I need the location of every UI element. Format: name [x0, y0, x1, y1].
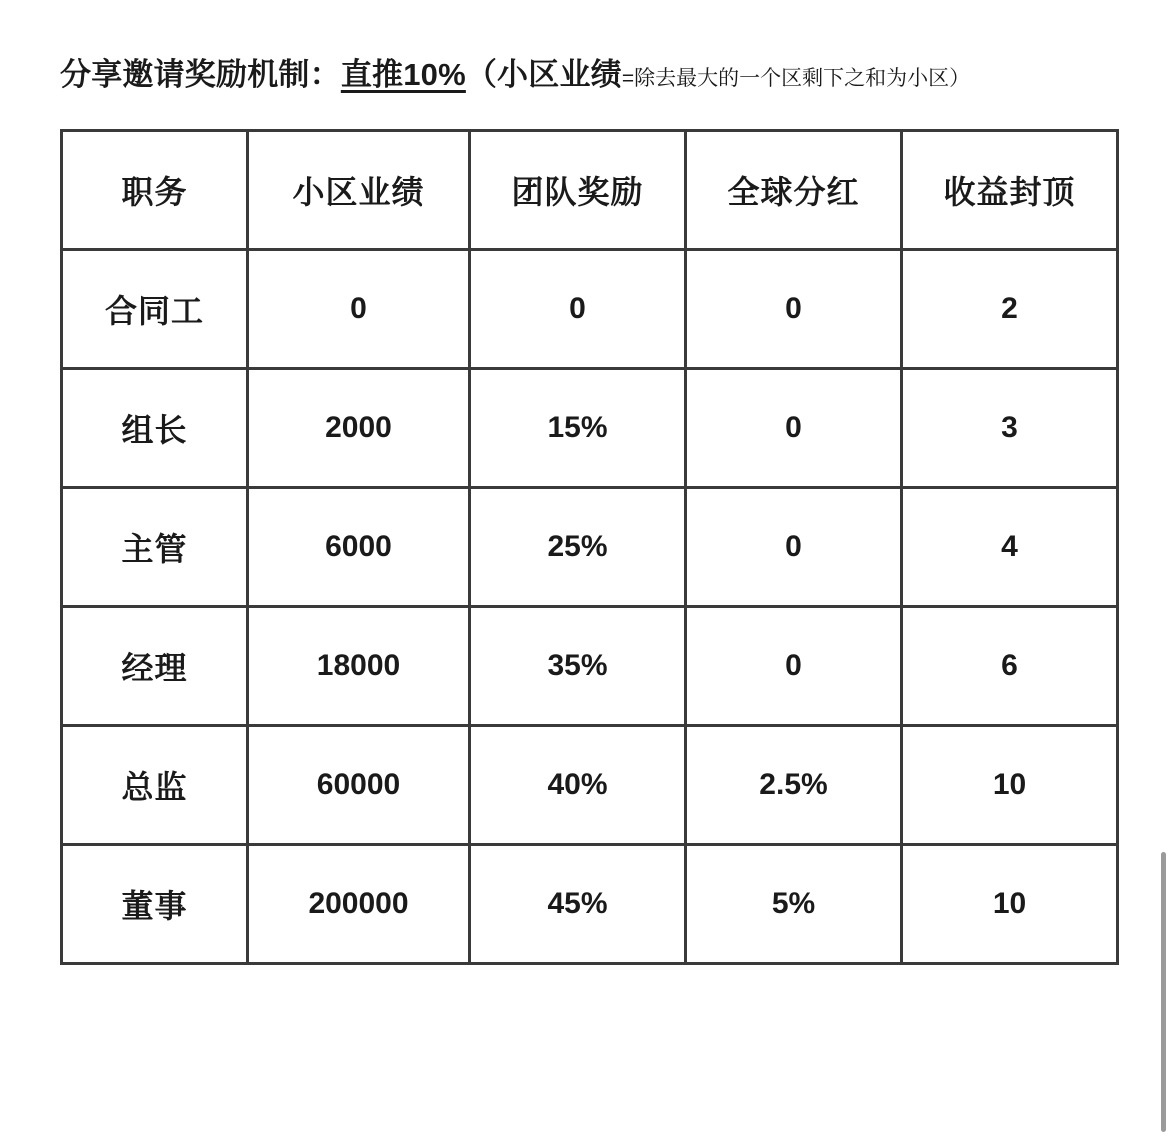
table-body	[62, 250, 1118, 964]
cell-area-performance: 60000	[248, 726, 470, 845]
cell-income-cap: 2	[902, 250, 1118, 369]
cell-role: 组长	[62, 369, 248, 488]
table-row	[62, 369, 1118, 488]
cell-global-dividend: 0	[686, 607, 902, 726]
cell-team-reward: 45%	[470, 845, 686, 964]
cell-income-cap: 6	[902, 607, 1118, 726]
cell-global-dividend: 0	[686, 488, 902, 607]
cell-global-dividend: 0	[686, 369, 902, 488]
column-header-role: 职务	[62, 131, 248, 250]
cell-income-cap: 3	[902, 369, 1118, 488]
table-row	[62, 726, 1118, 845]
table-row	[62, 488, 1118, 607]
cell-area-performance: 200000	[248, 845, 470, 964]
cell-team-reward: 0	[470, 250, 686, 369]
cell-role: 董事	[62, 845, 248, 964]
scrollbar-thumb[interactable]	[1161, 852, 1166, 1132]
cell-income-cap: 10	[902, 726, 1118, 845]
intro-paren-text: （小区业绩	[465, 57, 622, 92]
table-header	[62, 131, 1118, 250]
cell-global-dividend: 0	[686, 250, 902, 369]
cell-income-cap: 4	[902, 488, 1118, 607]
intro-highlight-text: 直推10%	[340, 57, 466, 92]
intro-lead-text: 分享邀请奖励机制：	[60, 57, 341, 92]
cell-area-performance: 6000	[248, 488, 470, 607]
reward-table	[60, 129, 1119, 965]
cell-area-performance: 18000	[248, 607, 470, 726]
cell-team-reward: 25%	[470, 488, 686, 607]
cell-role: 经理	[62, 607, 248, 726]
table-row	[62, 607, 1118, 726]
intro-paragraph	[60, 46, 1110, 103]
cell-role: 合同工	[62, 250, 248, 369]
reward-table-wrapper	[60, 129, 1110, 965]
table-row	[62, 250, 1118, 369]
cell-global-dividend: 2.5%	[686, 726, 902, 845]
cell-area-performance: 0	[248, 250, 470, 369]
column-header-area-performance: 小区业绩	[248, 131, 470, 250]
cell-role: 主管	[62, 488, 248, 607]
cell-team-reward: 40%	[470, 726, 686, 845]
intro-note-text: =除去最大的一个区剩下之和为小区）	[621, 67, 971, 90]
cell-team-reward: 35%	[470, 607, 686, 726]
table-row	[62, 845, 1118, 964]
cell-income-cap: 10	[902, 845, 1118, 964]
table-header-row	[62, 131, 1118, 250]
page-scrollbar[interactable]	[1160, 0, 1168, 1147]
cell-global-dividend: 5%	[686, 845, 902, 964]
cell-team-reward: 15%	[470, 369, 686, 488]
cell-role: 总监	[62, 726, 248, 845]
column-header-income-cap: 收益封顶	[902, 131, 1118, 250]
column-header-team-reward: 团队奖励	[470, 131, 686, 250]
column-header-global-dividend: 全球分红	[686, 131, 902, 250]
cell-area-performance: 2000	[248, 369, 470, 488]
